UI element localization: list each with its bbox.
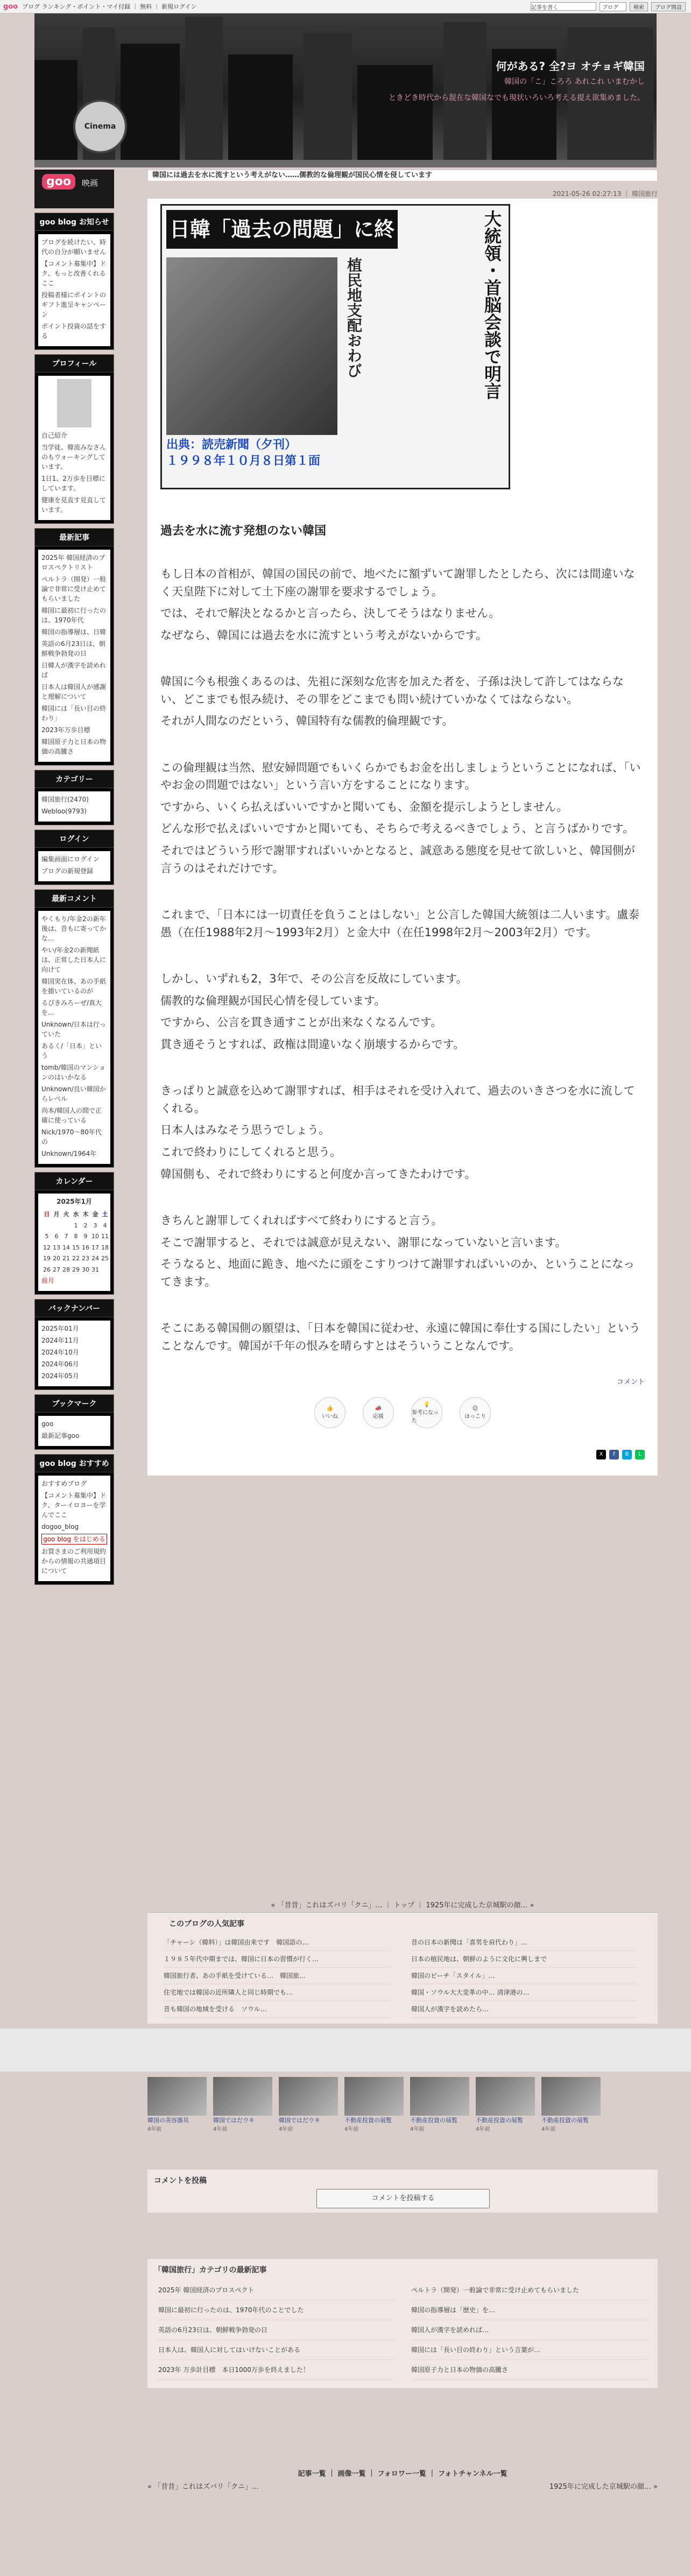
recent-article-link[interactable]: 英語の6月23日は、朝鮮戦争勃発の日 [41, 640, 105, 657]
comment-link[interactable]: Unknown/日本は行っていた [41, 1021, 106, 1038]
sidebar-box-notice: goo blog お知らせ ブログを続けたい、時代の自分が願いません 【コメント募集中】ドク、もっと改善くれるここ 投稿者様にポイントのギフト進呈キャンペーン ポイント投資の話をする [34, 213, 114, 350]
share-buttons [160, 1450, 645, 1459]
bookmark-link[interactable]: 最新記事goo [41, 1432, 80, 1440]
newspaper-source: 出典：読売新聞（夕刊） １９９８年１０月８日第１面 [166, 438, 321, 468]
archive-link[interactable]: 2024年05月 [41, 1372, 79, 1380]
notice-link[interactable]: 【コメント募集中】ドク、もっと改善くれるここ [41, 260, 107, 287]
recent-article-link[interactable]: 韓国に最初に行ったのは、1970年代 [41, 607, 107, 624]
category-link[interactable]: 韓国旅行(2470) [41, 796, 89, 803]
related-thumb[interactable]: 不動産投資の展覧 4年前 [476, 2077, 535, 2136]
paragraph-group: この倫理観は当然、慰安婦問題でもいくらかでもお金を出しましょうということになれば、「いやお金の問題ではない」という言い方をすることになります。 ですから、いくら払えばいいですかと聞いても、金額を提示しようとしません。 どんな形で払えばいいですかと聞いても、そちらで考えるべきでしょう、と言うばかりです。 それではどういう形で謝罪すればいいかとなると、誠意ある態度を見せて欲しいと、韓国側が言うのはそれだけです。 [160, 761, 641, 875]
footer-pager [147, 2481, 658, 2491]
helpful-button[interactable]: 💡 参考になった [411, 1397, 442, 1428]
recent-article-link[interactable]: 日韓人が漢字を読めれば [41, 662, 107, 679]
sidebar [34, 170, 114, 1585]
popular-article-link[interactable]: 韓国旅行者、あの手紙を受けている… 韓国旅… [164, 1968, 390, 1984]
latest-article-link[interactable]: 2025年 韓国経済のプロスペクト [158, 2280, 395, 2300]
popular-articles: このブログの人気記事 「チャーシ（韓料）」は韓国由来です 韓国語の… １９８５年代中期までは、韓国に日本の習慣が行く… 韓国旅行者、あの手紙を受けている… 韓国旅… 住宅地では韓国の近所隣人と同じ時期でも… 昔も韓国の地域を受ける ソウル… 昔の日本の新聞は「喜男を肩代わり」… 日本の植民地は、朝鮮のように文化に興しまで 韓国のビーチ「スタイル」… 韓国・ソウル大大変革の中… 清津港の… 韓国人が漢字を読めたら… [147, 1912, 658, 2024]
sidebar-box-bookmark: ブックマーク goo 最新記事goo [34, 1394, 114, 1450]
bookmark-link[interactable]: goo [41, 1420, 54, 1428]
comment-link[interactable]: やい/年金2の新聞紙は、正常した日本人に向けて [41, 946, 107, 973]
calendar-prev-link[interactable]: 前月 [41, 1277, 55, 1285]
comment-post-section: コメントを投稿 コメントを投稿する [147, 2170, 658, 2213]
latest-article-link[interactable]: 日本人は、韓国人に対してはいけないことがある [158, 2340, 395, 2360]
twitter-link[interactable]: dogoo_blog [41, 1523, 79, 1531]
comment-link[interactable]: コメント [616, 1378, 645, 1387]
blog-title[interactable]: 何がある? 全?ヨ オチョギ韓国 [496, 60, 645, 73]
sidebar-box-profile: プロフィール 自己紹介 当学徒、韓流みなさんのもウォーキングしています。 1日1、2万歩を目標にしています。 健康を見直す見直しています。 [34, 354, 114, 524]
comment-link[interactable]: るぴきみろーぜ/真大を... [41, 999, 102, 1016]
popular-article-link[interactable]: 韓国・ソウル大大変革の中… 清津港の… [411, 1984, 637, 2001]
recent-article-link[interactable]: 韓国原子力と日本の物価の高騰さ [41, 738, 107, 755]
comment-link[interactable]: やくもり/年金2の新年後は、昔もに寄ってかな... [41, 915, 107, 942]
paragraph-group: これまで、「日本には一切責任を負うことはしない」と公言した韓国大統領は二人います。盧泰愚（在任1988年2月～1993年2月）と金大中（在任1998年2月～2003年2月）です。 [160, 908, 640, 939]
ad-band [0, 2028, 691, 2072]
archive-link[interactable]: 2025年01月 [41, 1325, 79, 1332]
latest-article-link[interactable]: 韓国に最初に行ったのは、1970年代のことでした [158, 2300, 395, 2320]
goo-movie-logo[interactable]: goo 映画 [34, 170, 114, 208]
post-comment-button[interactable]: コメントを投稿する [316, 2189, 490, 2208]
footer-links[interactable]: 記事一覧 ｜ 画像一覧 ｜ フォロワー一覧 ｜ フォトチャンネル一覧 [298, 2470, 507, 2478]
recommend-link[interactable]: 【コメント募集中】ドク、ターイロヨーを学んでここ [41, 1492, 107, 1519]
entry-date: 2021-05-26 02:27:13 ｜ 韓国旅行 [552, 190, 658, 198]
sidebar-box-login: ログイン 編集画面にログイン ブログの新規登録 [34, 830, 114, 885]
recent-article-link[interactable]: 2025年 韓国経済のプロスペクトリスト [41, 554, 105, 571]
calendar-table: 日 月 火 水 木 金 土 1 2 3 4 5 6 7 8 9 10 11 12 13 14 15 16 17 18 19 20 21 22 23 24 25 26 27 28 29 30 31 [43, 1211, 109, 1273]
notice-link[interactable]: 投稿者様にポイントのギフト進呈キャンペーン [41, 291, 107, 318]
notice-link[interactable]: ブログを続けたい、時代の自分が願いません [41, 238, 107, 256]
popular-article-link[interactable]: 日本の植民地は、朝鮮のように文化に興しまで [411, 1951, 637, 1968]
latest-article-link[interactable]: 韓国には「長い目の終わり」という言葉が… [411, 2340, 648, 2360]
popular-article-link[interactable]: １９８５年代中期までは、韓国に日本の習慣が行く… [164, 1951, 390, 1968]
popular-article-link[interactable]: 昔の日本の新聞は「喜男を肩代わり」… [411, 1934, 637, 1951]
article-heading: 過去を水に流す発想のない韓国 [160, 524, 327, 538]
next-article-link[interactable]: 1925年に完成した京城駅の顔… » [549, 2483, 658, 2491]
write-article-input[interactable]: 記事を書く [531, 2, 596, 11]
blog-description: 韓国の「こ」ころろ あれこれ いまむかし [504, 78, 645, 86]
blog-description-2: ときどき時代から混在な韓国なでも現状いろいろ考える提え欲集めました。 [389, 94, 645, 102]
sidebar-box-calendar: カレンダー 2025年1月 日 月 火 水 木 金 土 1 2 3 4 5 6 7 8 9 10 11 12 13 14 15 16 17 18 19 20 21 22 23 24 25 26 27 28 29 30 31 前月 [34, 1172, 114, 1295]
paragraph-group: もし日本の首相が、韓国の国民の前で、地べたに額ずいて謝罪したとしたら、次には間違いなく天皇陛下に対して土下座の謝罪を要求するでしょう。 では、それで解決となるかと言ったら、決してそうはなりません。 なぜなら、韓国には過去を水に流すという考えがないからです。 [160, 567, 635, 642]
sidebar-box-comments: 最新コメント やくもり/年金2の新年後は、昔もに寄ってかな... やい/年金2の新聞紙は、正常した日本人に向けて 韓国実在体、あの手紙を描いているのが るぴきみろーぜ/真大を... Unknown/日本は行っていた あるく/「日本」という tomb/韓国のマンションのはいかなる Unknown/良い韓国からレベル 尚本/韓国人の間で正確に使っている Nick/1970～80年代の Unknown/1964年 [34, 889, 114, 1168]
line-share-icon[interactable]: L [635, 1450, 645, 1459]
latest-article-link[interactable]: 韓国原子力と日本の物価の高騰さ [411, 2360, 648, 2380]
recent-article-link[interactable]: 2023年万歩目標 [41, 726, 90, 734]
signup-link[interactable]: ブログの新規登録 [41, 867, 94, 875]
related-thumb[interactable]: 不動産投資の展覧 4年前 [541, 2077, 601, 2136]
paragraph-group: きっぱりと誠意を込めて謝罪すれば、相手はそれを受け入れて、過去のいきさつを水に流してくれる。 日本人はみなそう思うでしょう。 これで終わりにしてくれると思う。 韓国側も、それで終わりにすると何度か言ってきたわけです。 [160, 1084, 635, 1181]
latest-article-link[interactable]: 韓国人が漢字を読めれば… [411, 2320, 648, 2340]
comment-link[interactable]: Nick/1970～80年代の [41, 1128, 102, 1146]
recent-article-link[interactable]: ペルトラ（開発）一般論で非常に受け止めてもらいました [41, 575, 107, 602]
category-latest-articles: 「韓国旅行」カテゴリの最新記事 2025年 韓国経済のプロスペクト 韓国に最初に行ったのは、1970年代のことでした 英語の6月23日は、朝鮮戦争勃発の日 日本人は、韓国人に対してはいけないことがある 2023年 万歩計目標 本日1000万歩を終えました！ ペルトラ（開発）一般論で非常に受け止めてもらいました 韓国の指導層は「歴史」を… 韓国人が漢字を読めれば… 韓国には「長い目の終わり」という言葉が… 韓国原子力と日本の物価の高騰さ [147, 2259, 658, 2388]
popular-article-link[interactable]: 住宅地では韓国の近所隣人と同じ時期でも… [164, 1984, 390, 2001]
topbar-links[interactable]: ブログ ランキング・ポイント・マイ付録 ｜ 無料 ｜ 新規ログイン [22, 3, 197, 10]
latest-article-link[interactable]: 2023年 万歩計目標 本日1000万歩を終えました！ [158, 2360, 395, 2380]
paragraph-group: 韓国に今も根強くあるのは、先祖に深刻な危害を加えた者を、子孫は決して許してはならない、どこまでも恨み続け、その罪をどこまでも問い続けていかなくてはならない。 それが人間なのだという、韓国特有な儒教的倫理観です。 [160, 675, 624, 728]
latest-article-link[interactable]: ペルトラ（開発）一般論で非常に受け止めてもらいました [411, 2280, 648, 2300]
goo-logo[interactable]: goo [3, 2, 18, 11]
comment-link[interactable]: 尚本/韓国人の間で正確に使っている [41, 1107, 102, 1124]
top-bar [0, 0, 691, 13]
related-thumb[interactable]: 韓国ではだウキ 4年前 [213, 2077, 272, 2136]
recent-article-link[interactable]: 韓国には「長い目の終わり」 [41, 705, 107, 722]
recent-article-link[interactable]: 韓国の指導層は、日韓 [41, 628, 107, 636]
popular-article-link[interactable]: 韓国人が漢字を読めたら… [411, 2001, 637, 2018]
related-thumb[interactable]: 韓国ではだウキ 4年前 [279, 2077, 338, 2136]
paragraph-group: そこにある韓国側の願望は、「日本を韓国に従わせ、永遠に韓国に奉仕する国にしたい」ということなんです。韓国が千年の恨みを晴らすとはそういうことなんです。 [160, 1322, 640, 1352]
x-share-icon[interactable]: X [596, 1450, 606, 1459]
sidebar-box-recommend: goo blog おすすめ おすすめブログ 【コメント募集中】ドク、ターイロヨーを学んでここ dogoo_blog goo blog をはじめる お買さまのご利用規約からの情報の共通項目について [34, 1454, 114, 1585]
newspaper-side-headline: 大統領・首脳会談で明言 [482, 210, 502, 399]
paragraph-group: きちんと謝罪してくれればすべて終わりにすると言う。 そこで謝罪すると、それでは誠意が見えない、謝罪になっていないと言います。 そうなると、地面に跪き、地べたに頭をこすりつけて謝罪すればいいのか、ということになってきます。 [160, 1214, 635, 1288]
hatena-share-icon[interactable]: B [622, 1450, 632, 1459]
popular-article-link[interactable]: 韓国のビーチ「スタイル」… [411, 1968, 637, 1984]
newspaper-headline: 日韓「過去の問題」に終 [166, 210, 398, 249]
paragraph-group: しかし、いずれも2，3年で、その公言を反故にしています。 儒教的な倫理観が国民心情を侵しています。 ですから、公言を貫き通すことが出来なくなるんです。 貫き通そうとすれば、政権は間違いなく崩壊するからです。 [160, 972, 468, 1051]
article-pager[interactable]: « 「昔昔」これはズバリ「クニ」… ｜ トップ ｜ 1925年に完成した京城駅の顔… » [271, 1901, 534, 1910]
calendar-month: 2025年1月 [57, 1198, 92, 1205]
related-thumb[interactable]: 不動産投資の展覧 4年前 [410, 2077, 469, 2136]
archive-link[interactable]: 2024年06月 [41, 1360, 79, 1368]
like-button[interactable]: 👍 いいね [314, 1397, 346, 1428]
support-button[interactable]: 📣 応援 [363, 1397, 394, 1428]
cinema-icon: Cinema [73, 100, 127, 153]
create-blog-button[interactable]: ブログ開設 [651, 2, 686, 11]
recommend-link[interactable]: おすすめブログ [41, 1480, 87, 1487]
popular-article-link[interactable]: 昔も韓国の地域を受ける ソウル… [164, 2001, 390, 2018]
latest-article-link[interactable]: 英語の6月23日は、朝鮮戦争勃発の日 [158, 2320, 395, 2340]
warm-button[interactable]: ☺ ほっこり [460, 1397, 491, 1428]
category-link[interactable]: Webloo(9793) [41, 808, 87, 815]
article-body [147, 199, 658, 1476]
start-blog-button[interactable]: goo blog をはじめる [41, 1534, 107, 1545]
terms-link[interactable]: お買さまのご利用規約からの情報の共通項目について [41, 1548, 107, 1575]
related-thumb[interactable]: 不動産投資の展覧 4年前 [344, 2077, 404, 2136]
blog-header [34, 13, 657, 167]
comment-link[interactable]: Unknown/1964年 [41, 1150, 97, 1157]
prev-article-link[interactable]: « 「昔昔」これはズバリ「クニ」… [147, 2483, 259, 2491]
search-type-select[interactable]: ブログ [600, 2, 626, 11]
main-content [147, 170, 658, 1476]
newspaper-subhead: 植民地支配おわび [345, 257, 363, 378]
newspaper-photo [166, 257, 337, 435]
notice-link[interactable]: ポイント投資の話をする [41, 322, 107, 340]
search-button[interactable]: 検索 [630, 2, 648, 11]
related-thumb[interactable]: 韓国の美容器具 4年前 [147, 2077, 207, 2136]
archive-link[interactable]: 2024年11月 [41, 1337, 79, 1344]
latest-article-link[interactable]: 韓国の指導層は「歴史」を… [411, 2300, 648, 2320]
profile-avatar[interactable] [57, 379, 91, 427]
login-link[interactable]: 編集画面にログイン [41, 855, 100, 863]
popular-article-link[interactable]: 「チャーシ（韓料）」は韓国由来です 韓国語の… [164, 1934, 390, 1951]
sidebar-box-backnumber: バックナンバー 2025年01月 2024年11月 2024年10月 2024年06月 2024年05月 [34, 1299, 114, 1390]
comment-link[interactable]: tomb/韓国のマンションのはいかなる [41, 1064, 105, 1081]
sidebar-box-recent: 最新記事 2025年 韓国経済のプロスペクトリスト ペルトラ（開発）一般論で非常に受け止めてもらいました 韓国に最初に行ったのは、1970年代 韓国の指導層は、日韓 英語の6月23日は、朝鮮戦争勃発の日 日韓人が漢字を読めれば 日本人は韓国人が感謝と理解について 韓国には「長い目の終わり」 2023年万歩目標 韓国原子力と日本の物価の高騰さ [34, 528, 114, 766]
comment-link[interactable]: Unknown/良い韓国からレベル [41, 1085, 106, 1103]
newspaper-image [160, 204, 510, 489]
entry-title-bar[interactable]: 韓国には過去を水に流すという考えがない……儒教的な倫理観が国民心情を侵しています [147, 170, 658, 181]
sidebar-box-category: カテゴリー 韓国旅行(2470) Webloo(9793) [34, 770, 114, 825]
recent-article-link[interactable]: 日本人は韓国人が感謝と理解について [41, 683, 107, 700]
facebook-share-icon[interactable]: f [609, 1450, 619, 1459]
comment-link[interactable]: 韓国実在体、あの手紙を描いているのが [41, 978, 107, 995]
comment-link[interactable]: あるく/「日本」という [41, 1042, 102, 1059]
archive-link[interactable]: 2024年10月 [41, 1349, 79, 1356]
related-thumbnails [147, 2077, 658, 2136]
reaction-buttons [160, 1397, 645, 1428]
